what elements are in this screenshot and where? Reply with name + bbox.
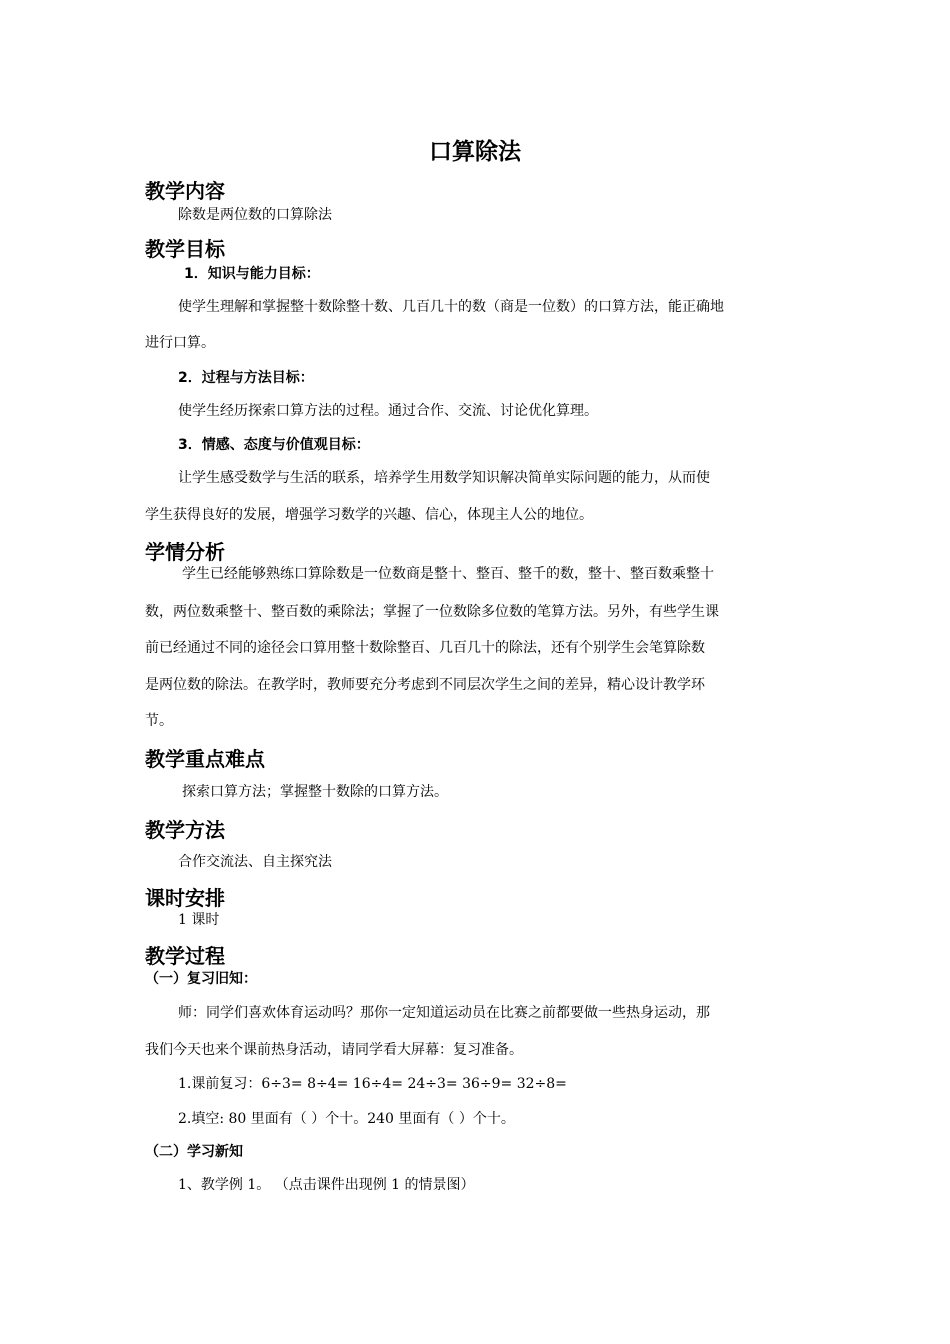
analysis-line1: 学生已经能够熟练口算除数是一位数商是整十、整百、整千的数，整十、整百数乘整十 xyxy=(182,566,714,582)
heading-teaching-process: 教学过程 xyxy=(145,944,225,968)
analysis-line4: 是两位数的除法。在教学时，教师要充分考虑到不同层次学生之间的差异，精心设计教学环 xyxy=(145,677,705,693)
objective-2-text: 使学生经历探索口算方法的过程。通过合作、交流、讨论优化算理。 xyxy=(178,403,598,419)
document-title: 口算除法 xyxy=(429,139,521,165)
teaching-methods-text: 合作交流法、自主探究法 xyxy=(178,854,332,870)
objective-1-line2: 进行口算。 xyxy=(145,335,215,351)
analysis-line2: 数，两位数乘整十、整百数的乘除法；掌握了一位数除多位数的笔算方法。另外，有些学生课 xyxy=(145,604,719,620)
review-exercise: 1.课前复习：6÷3= 8÷4= 16÷4= 24÷3= 36÷9= 32÷8= xyxy=(178,1076,567,1092)
objective-3-label: 3．情感、态度与价值观目标： xyxy=(178,437,370,453)
heading-teaching-methods: 教学方法 xyxy=(145,818,225,842)
objective-2-label: 2．过程与方法目标： xyxy=(178,370,314,386)
heading-teaching-objectives: 教学目标 xyxy=(145,237,225,261)
objective-3-line2: 学生获得良好的发展，增强学习数学的兴趣、信心，体现主人公的地位。 xyxy=(145,507,593,523)
teaching-content-text: 除数是两位数的口算除法 xyxy=(178,207,332,223)
process-part1-label: （一）复习旧知： xyxy=(145,971,257,987)
objective-1-label: 1．知识与能力目标： xyxy=(184,266,320,282)
example-1-text: 1、教学例 1。 （点击课件出现例 1 的情景图） xyxy=(178,1177,475,1193)
fill-in-exercise: 2.填空: 80 里面有（ ）个十。240 里面有（ ）个十。 xyxy=(178,1111,515,1127)
class-schedule-text: 1 课时 xyxy=(178,912,220,928)
process-part2-label: （二）学习新知 xyxy=(145,1144,243,1160)
objective-1-line1: 使学生理解和掌握整十数除整十数、几百几十的数（商是一位数）的口算方法，能正确地 xyxy=(178,299,724,315)
heading-learner-analysis: 学情分析 xyxy=(145,540,225,564)
objective-3-line1: 让学生感受数学与生活的联系，培养学生用数学知识解决简单实际问题的能力，从而使 xyxy=(178,470,710,486)
heading-class-schedule: 课时安排 xyxy=(145,886,225,910)
key-points-text: 探索口算方法；掌握整十数除的口算方法。 xyxy=(182,784,448,800)
heading-key-points: 教学重点难点 xyxy=(145,747,265,771)
analysis-line5: 节。 xyxy=(145,713,173,729)
process-part1-line1: 师：同学们喜欢体育运动吗？那你一定知道运动员在比赛之前都要做一些热身运动，那 xyxy=(178,1005,710,1021)
heading-teaching-content: 教学内容 xyxy=(145,179,225,203)
process-part1-line2: 我们今天也来个课前热身活动，请同学看大屏幕：复习准备。 xyxy=(145,1042,523,1058)
analysis-line3: 前已经通过不同的途径会口算用整十数除整百、几百几十的除法，还有个别学生会笔算除数 xyxy=(145,640,705,656)
